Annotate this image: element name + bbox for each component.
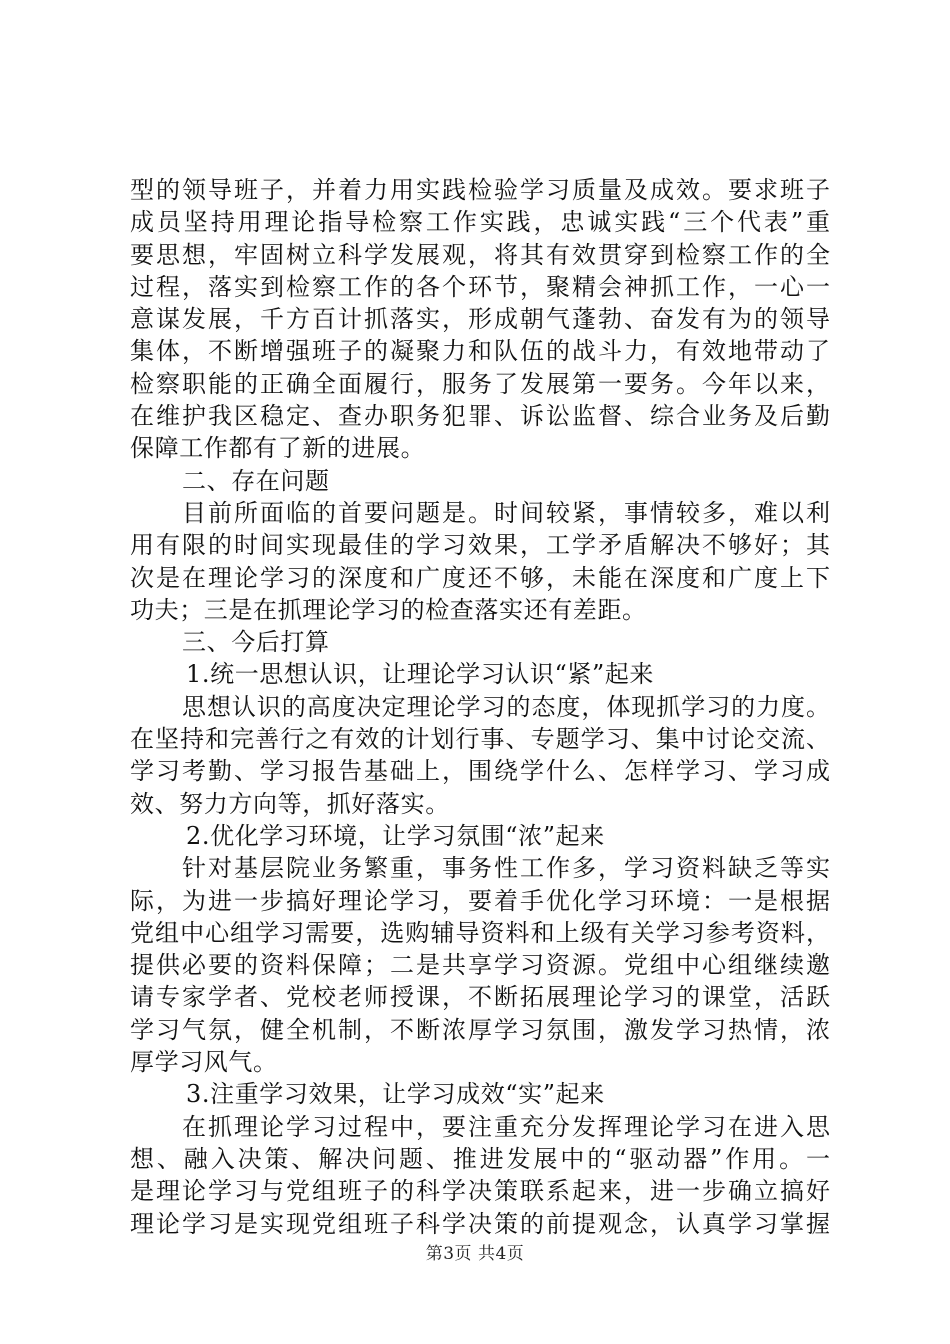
paragraph-line: 成员坚持用理论指导检察工作实践，忠诚实践“三个代表”重 <box>130 208 830 237</box>
paragraph-line: 是理论学习与党组班子的科学决策联系起来，进一步确立搞好 <box>130 1177 830 1206</box>
paragraph-line: 检察职能的正确全面履行，服务了发展第一要务。今年以来， <box>130 369 830 398</box>
paragraph-line: 意谋发展，千方百计抓落实，形成朝气蓬勃、奋发有为的领导 <box>130 305 830 334</box>
page-number-footer: 第3页 共4页 <box>425 1244 525 1264</box>
paragraph-line: 要思想，牢固树立科学发展观，将其有效贯穿到检察工作的全 <box>130 240 830 269</box>
paragraph-line: 请专家学者、党校老师授课，不断拓展理论学习的课堂，活跃 <box>130 983 830 1012</box>
paragraph-line: 过程，落实到检察工作的各个环节，聚精会神抓工作，一心一 <box>130 272 830 301</box>
paragraph-line: 理论学习是实现党组班子科学决策的前提观念，认真学习掌握 <box>130 1209 830 1238</box>
section-heading: 二、存在问题 <box>182 466 330 495</box>
paragraph-line: 思想认识的高度决定理论学习的态度，体现抓学习的力度。 <box>182 692 830 721</box>
paragraph-line: 用有限的时间实现最佳的学习效果，工学矛盾解决不够好；其 <box>130 531 830 560</box>
paragraph-line: 厚学习风气。 <box>130 1048 278 1077</box>
paragraph-line: 际，为进一步搞好理论学习，要着手优化学习环境：一是根据 <box>130 886 830 915</box>
paragraph-line: 想、融入决策、解决问题、推进发展中的“驱动器”作用。一 <box>130 1144 830 1173</box>
paragraph-line: 党组中心组学习需要，选购辅导资料和上级有关学习参考资料， <box>130 918 830 947</box>
paragraph-line: 次是在理论学习的深度和广度还不够，未能在深度和广度上下 <box>130 563 830 592</box>
subsection-heading: 1.统一思想认识，让理论学习认识“紧”起来 <box>186 660 655 689</box>
paragraph-line: 学习考勤、学习报告基础上，围绕学什么、怎样学习、学习成 <box>130 757 830 786</box>
paragraph-line: 目前所面临的首要问题是。时间较紧，事情较多，难以利 <box>182 498 830 527</box>
paragraph-line: 针对基层院业务繁重，事务性工作多，学习资料缺乏等实 <box>182 854 830 883</box>
paragraph-line: 功夫；三是在抓理论学习的检查落实还有差距。 <box>130 595 647 624</box>
paragraph-line: 效、努力方向等，抓好落实。 <box>130 789 450 818</box>
paragraph-line: 型的领导班子，并着力用实践检验学习质量及成效。要求班子 <box>130 176 830 204</box>
paragraph-line: 在坚持和完善行之有效的计划行事、专题学习、集中讨论交流、 <box>130 725 830 754</box>
body-text <box>130 174 830 1240</box>
paragraph-line: 学习气氛，健全机制，不断浓厚学习氛围，激发学习热情，浓 <box>130 1015 830 1044</box>
subsection-heading: 2.优化学习环境，让学习氛围“浓”起来 <box>186 821 605 850</box>
paragraph-line: 在抓理论学习过程中，要注重充分发挥理论学习在进入思 <box>182 1112 830 1141</box>
paragraph-line: 集体，不断增强班子的凝聚力和队伍的战斗力，有效地带动了 <box>130 337 830 366</box>
paragraph-line: 在维护我区稳定、查办职务犯罪、诉讼监督、综合业务及后勤 <box>130 402 830 431</box>
subsection-heading: 3.注重学习效果，让学习成效“实”起来 <box>186 1080 605 1109</box>
paragraph-line: 保障工作都有了新的进展。 <box>130 434 426 463</box>
section-heading: 三、今后打算 <box>182 628 330 657</box>
paragraph-line: 提供必要的资料保障；二是共享学习资源。党组中心组继续邀 <box>130 951 830 980</box>
